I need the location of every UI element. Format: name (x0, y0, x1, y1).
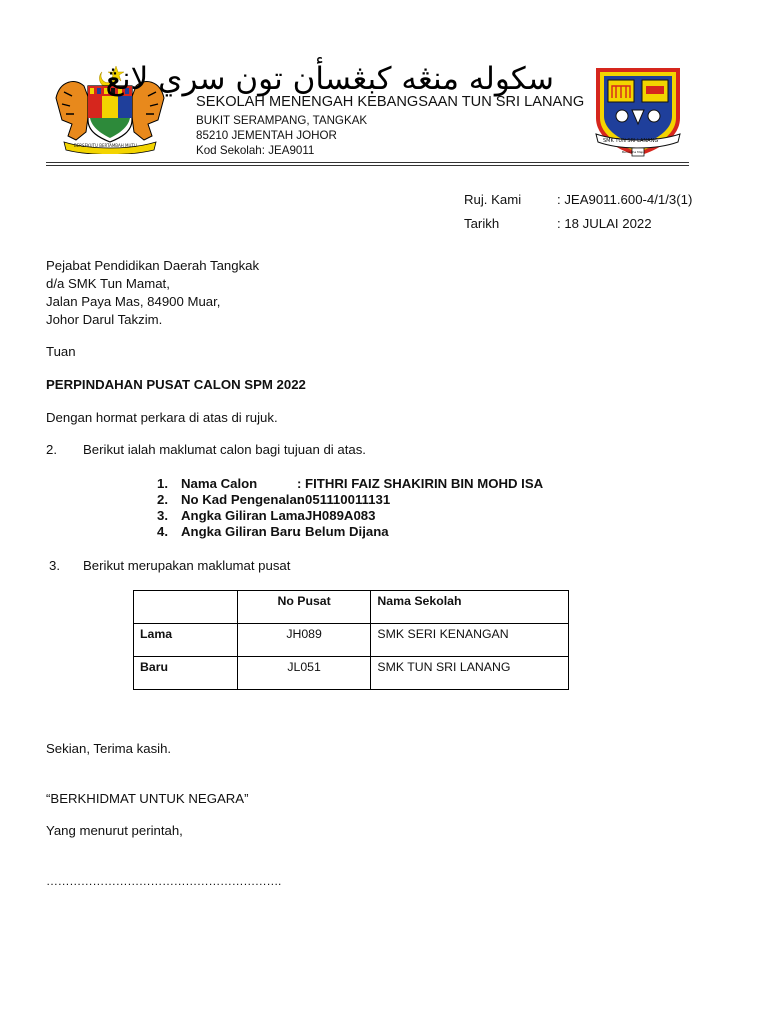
header-rule-top (46, 162, 689, 163)
crest-motto: BERSEKUTU BERTAMBAH MUTU (74, 143, 137, 148)
recipient-line: Jalan Paya Mas, 84900 Muar, (46, 294, 221, 309)
opening-paragraph: Dengan hormat perkara di atas di rujuk. (46, 410, 278, 425)
recipient-line: Pejabat Pendidikan Daerah Tangkak (46, 258, 260, 273)
table-cell: JH089 (237, 624, 371, 657)
motto-line: “BERKHIDMAT UNTUK NEGARA” (46, 791, 249, 806)
paragraph-number: 3. (49, 558, 60, 573)
table-header-cell: Nama Sekolah (371, 591, 569, 624)
table-header-cell: No Pusat (237, 591, 371, 624)
list-item-label: No Kad Pengenalan (181, 492, 305, 507)
recipient-line: d/a SMK Tun Mamat, (46, 276, 170, 291)
table-row (134, 624, 569, 657)
table-cell: Lama (134, 624, 238, 657)
paragraph-2-text: Berikut ialah maklumat calon bagi tujuan di atas. (83, 442, 366, 457)
table-cell: JL051 (237, 657, 371, 690)
list-item-number: 3. (157, 508, 168, 523)
header-rule-bottom (46, 165, 689, 166)
list-item-label: Angka Giliran Lama (181, 508, 305, 523)
table-header-cell (134, 591, 238, 624)
list-item-value: : Belum Dijana (297, 524, 389, 539)
list-item-label: Angka Giliran Baru (181, 524, 301, 539)
school-crest-label: SMK TUN SRI LANANG (603, 138, 659, 144)
subject-heading: PERPINDAHAN PUSAT CALON SPM 2022 (46, 377, 306, 392)
paragraph-3-text: Berikut merupakan maklumat pusat (83, 558, 291, 573)
list-item-label: Nama Calon (181, 476, 258, 491)
table-cell: SMK TUN SRI LANANG (371, 657, 569, 690)
recipient-line: Johor Darul Takzim. (46, 312, 163, 327)
ref-value: : JEA9011.600-4/1/3(1) (557, 192, 693, 207)
table-cell: SMK SERI KENANGAN (371, 624, 569, 657)
list-item-value: : JH089A083 (297, 508, 376, 523)
table-cell: Baru (134, 657, 238, 690)
address-line-1: BUKIT SERAMPANG, TANGKAK (196, 114, 368, 127)
school-name-jawi: سکوله منڠه کبڠسأن تون سري لانڠ (105, 61, 554, 97)
date-label: Tarikh (464, 216, 500, 231)
salutation: Tuan (46, 344, 76, 359)
date-value: : 18 JULAI 2022 (557, 216, 652, 231)
table-header-row (134, 591, 569, 624)
school-name: SEKOLAH MENENGAH KEBANGSAAN TUN SRI LANANG (196, 94, 585, 110)
list-item-number: 2. (157, 492, 168, 507)
yours-faithfully: Yang menurut perintah, (46, 823, 183, 838)
list-item-value: : FITHRI FAIZ SHAKIRIN BIN MOHD ISA (297, 476, 544, 491)
ref-label: Ruj. Kami (464, 192, 522, 207)
table-row (134, 657, 569, 690)
closing-line: Sekian, Terima kasih. (46, 741, 172, 756)
school-code: Kod Sekolah: JEA9011 (196, 144, 315, 157)
school-crest-motto: Berusaha Maju (622, 150, 645, 154)
address-line-2: 85210 JEMENTAH JOHOR (196, 129, 337, 142)
signature-line: ……………………………………………………. (46, 874, 281, 888)
exam-centre-table (133, 590, 569, 690)
list-item-value: : 051110011131 (297, 492, 391, 507)
list-item-number: 1. (157, 476, 168, 491)
paragraph-number: 2. (46, 442, 57, 457)
list-item-number: 4. (157, 524, 168, 539)
